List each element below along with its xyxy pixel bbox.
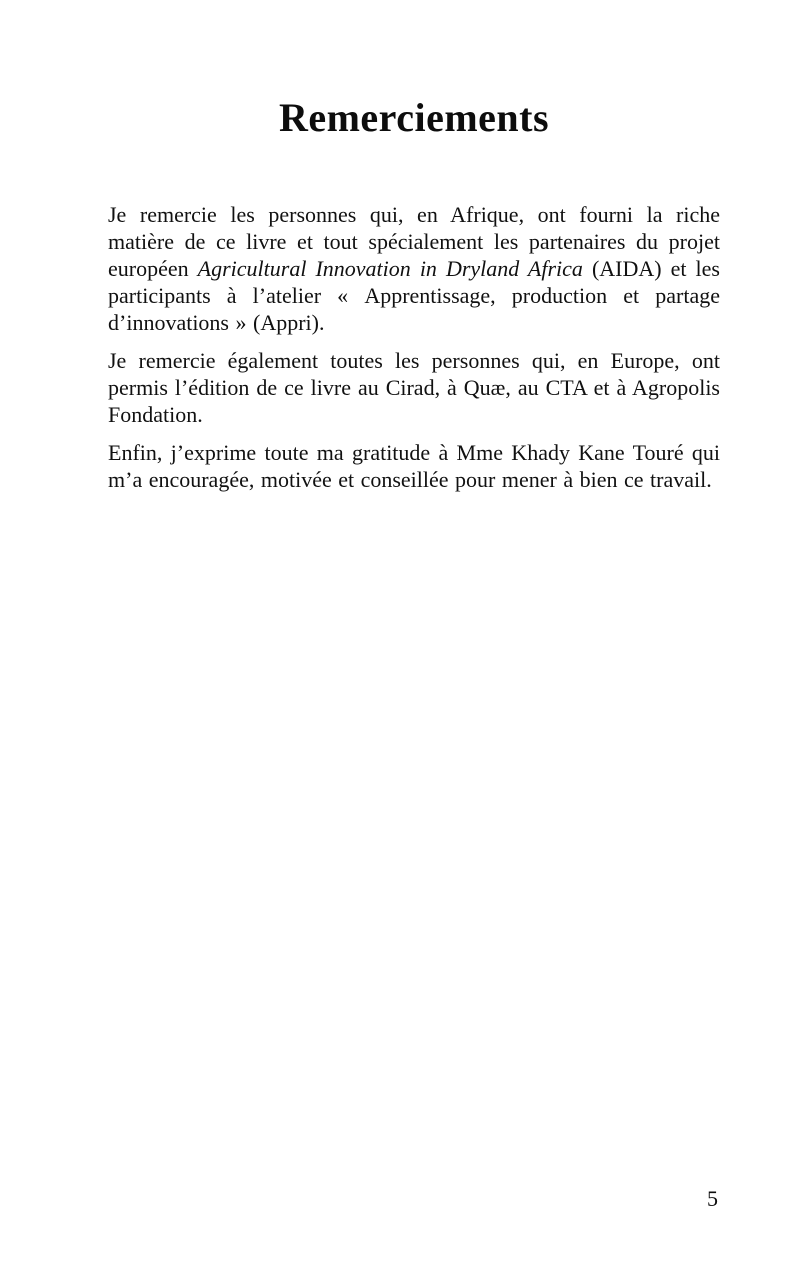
text-run: (AIDA) et les participants à l’atelier « Apprentissage, production et partage d’innovations » (Appri).: [108, 256, 720, 335]
paragraph: [108, 439, 720, 493]
text-run: Je remercie également toutes les personnes qui, en Europe, ont permis l’édition de ce livre au Cirad, à Quæ, au CTA et à Agropolis Fondation.: [108, 348, 720, 427]
text-column: [108, 0, 720, 504]
text-run: Je remercie les personnes qui, en Afrique, ont fourni la riche matière de ce livre et tout spécialement les partenaires du projet européen: [108, 202, 720, 281]
page-title: Remerciements: [278, 95, 550, 140]
page-number: 5: [707, 1186, 718, 1211]
paragraph: [108, 201, 720, 336]
italic-text-run: Agricultural Innovation in Dryland Africa: [197, 256, 583, 281]
body-text: [108, 201, 720, 493]
paragraph: [108, 347, 720, 428]
text-run: Enfin, j’exprime toute ma gratitude à Mme Khady Kane Touré qui m’a encouragée, motivée et conseillée pour mener à bien ce travail.: [108, 440, 720, 492]
